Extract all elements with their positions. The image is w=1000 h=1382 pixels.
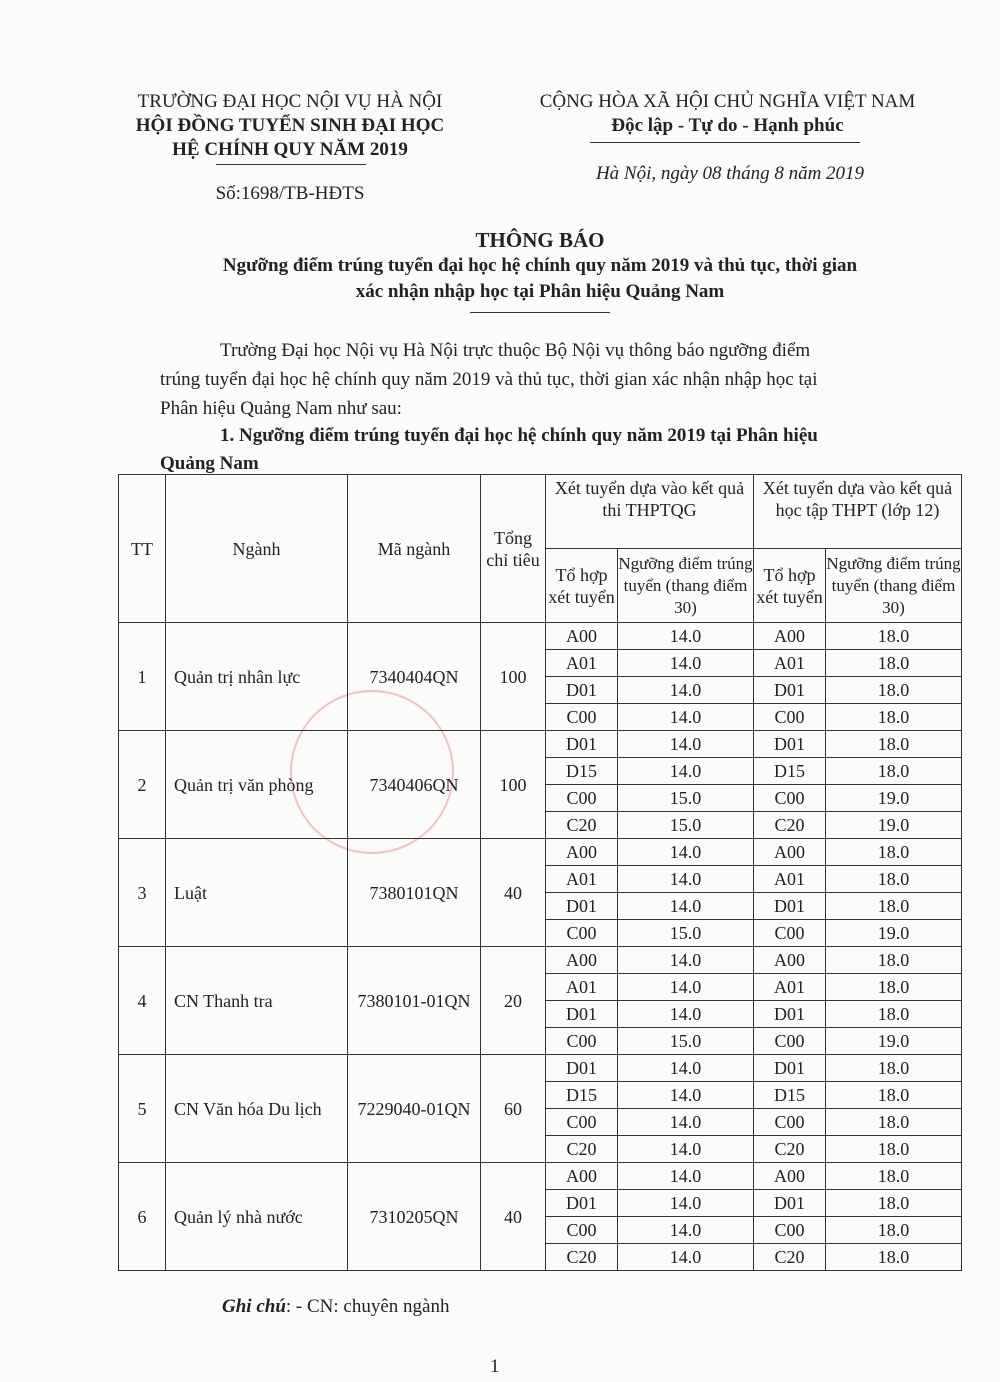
program-year: HỆ CHÍNH QUY NĂM 2019 bbox=[172, 139, 408, 160]
section-1-heading: 1. Ngưỡng điểm trúng tuyển đại học hệ chính quy năm 2019 tại Phân hiệu bbox=[220, 425, 818, 446]
row-ma-nganh: 7340404QN bbox=[348, 623, 481, 731]
nguong-thptqg: 14.0 bbox=[618, 1082, 754, 1109]
header-nguong-2: Ngưỡng điểm trúng tuyển (thang điểm 30) bbox=[826, 549, 962, 623]
nguong-thptqg: 14.0 bbox=[618, 1055, 754, 1082]
nguong-hocba: 18.0 bbox=[826, 677, 962, 704]
nguong-hocba: 18.0 bbox=[826, 1136, 962, 1163]
nguong-hocba: 19.0 bbox=[826, 920, 962, 947]
nguong-hocba: 18.0 bbox=[826, 947, 962, 974]
to-hop-hocba: C00 bbox=[754, 920, 826, 947]
to-hop-thptqg: C00 bbox=[546, 1109, 618, 1136]
to-hop-thptqg: A01 bbox=[546, 866, 618, 893]
to-hop-hocba: D01 bbox=[754, 893, 826, 920]
to-hop-thptqg: D15 bbox=[546, 758, 618, 785]
nguong-thptqg: 14.0 bbox=[618, 704, 754, 731]
nguong-thptqg: 14.0 bbox=[618, 947, 754, 974]
row-ma-nganh: 7229040-01QN bbox=[348, 1055, 481, 1163]
section-1-heading-cont: Quảng Nam bbox=[160, 453, 259, 474]
issue-date: Hà Nội, ngày 08 tháng 8 năm 2019 bbox=[595, 163, 865, 184]
nguong-hocba: 18.0 bbox=[826, 623, 962, 650]
to-hop-hocba: D15 bbox=[754, 758, 826, 785]
nguong-hocba: 18.0 bbox=[826, 1244, 962, 1271]
row-nganh: CN Thanh tra bbox=[166, 947, 348, 1055]
header-ma-nganh: Mã ngành bbox=[348, 475, 481, 623]
nguong-hocba: 18.0 bbox=[826, 650, 962, 677]
table-row bbox=[119, 1163, 962, 1190]
nguong-hocba: 18.0 bbox=[826, 731, 962, 758]
to-hop-hocba: C00 bbox=[754, 1109, 826, 1136]
table-row bbox=[119, 1055, 962, 1082]
nguong-hocba: 18.0 bbox=[826, 1001, 962, 1028]
nguong-thptqg: 14.0 bbox=[618, 731, 754, 758]
country-name: CỘNG HÒA XÃ HỘI CHỦ NGHĨA VIỆT NAM bbox=[539, 91, 916, 112]
motto: Độc lập - Tự do - Hạnh phúc bbox=[611, 115, 844, 136]
to-hop-hocba: C20 bbox=[754, 1136, 826, 1163]
row-nganh: CN Văn hóa Du lịch bbox=[166, 1055, 348, 1163]
page-title: THÔNG BÁO bbox=[475, 228, 605, 252]
nguong-thptqg: 14.0 bbox=[618, 1136, 754, 1163]
to-hop-hocba: C00 bbox=[754, 1217, 826, 1244]
to-hop-thptqg: D01 bbox=[546, 731, 618, 758]
to-hop-thptqg: C00 bbox=[546, 1028, 618, 1055]
row-tt: 5 bbox=[119, 1055, 166, 1163]
header-to-hop-2: Tổ hợp xét tuyển bbox=[754, 549, 826, 623]
to-hop-hocba: D01 bbox=[754, 731, 826, 758]
to-hop-thptqg: D01 bbox=[546, 677, 618, 704]
header-nganh: Ngành bbox=[166, 475, 348, 623]
to-hop-thptqg: C20 bbox=[546, 812, 618, 839]
table-row bbox=[119, 947, 962, 974]
row-nganh: Luật bbox=[166, 839, 348, 947]
score-table bbox=[118, 474, 962, 1271]
to-hop-hocba: C00 bbox=[754, 785, 826, 812]
nguong-thptqg: 14.0 bbox=[618, 839, 754, 866]
to-hop-thptqg: C00 bbox=[546, 1217, 618, 1244]
intro-line-1: Trường Đại học Nội vụ Hà Nội trực thuộc Bộ Nội vụ thông báo ngưỡng điểm bbox=[220, 340, 811, 361]
row-chi-tieu: 60 bbox=[481, 1055, 546, 1163]
document-number: Số:1698/TB-HĐTS bbox=[215, 183, 365, 204]
row-ma-nganh: 7380101-01QN bbox=[348, 947, 481, 1055]
nguong-hocba: 19.0 bbox=[826, 1028, 962, 1055]
to-hop-hocba: A01 bbox=[754, 974, 826, 1001]
header-to-hop-1: Tổ hợp xét tuyển bbox=[546, 549, 618, 623]
to-hop-hocba: D01 bbox=[754, 1055, 826, 1082]
header-group-hocba: Xét tuyển dựa vào kết quả học tập THPT (lớp 12) bbox=[754, 475, 962, 549]
nguong-hocba: 19.0 bbox=[826, 785, 962, 812]
nguong-thptqg: 14.0 bbox=[618, 1190, 754, 1217]
to-hop-thptqg: C00 bbox=[546, 920, 618, 947]
to-hop-hocba: A00 bbox=[754, 1163, 826, 1190]
to-hop-thptqg: D01 bbox=[546, 1055, 618, 1082]
nguong-hocba: 18.0 bbox=[826, 839, 962, 866]
to-hop-thptqg: A01 bbox=[546, 650, 618, 677]
to-hop-hocba: A01 bbox=[754, 650, 826, 677]
note bbox=[222, 1296, 449, 1318]
row-tt: 1 bbox=[119, 623, 166, 731]
nguong-hocba: 18.0 bbox=[826, 893, 962, 920]
nguong-thptqg: 14.0 bbox=[618, 1163, 754, 1190]
nguong-thptqg: 14.0 bbox=[618, 623, 754, 650]
subtitle-line-2: xác nhận nhập học tại Phân hiệu Quảng Nam bbox=[355, 281, 725, 302]
header-left-underline bbox=[216, 164, 366, 165]
note-text: : - CN: chuyên ngành bbox=[285, 1296, 450, 1317]
to-hop-hocba: D01 bbox=[754, 677, 826, 704]
to-hop-thptqg: C00 bbox=[546, 704, 618, 731]
to-hop-thptqg: A00 bbox=[546, 1163, 618, 1190]
nguong-hocba: 18.0 bbox=[826, 704, 962, 731]
nguong-thptqg: 15.0 bbox=[618, 812, 754, 839]
row-tt: 3 bbox=[119, 839, 166, 947]
nguong-hocba: 18.0 bbox=[826, 974, 962, 1001]
page-number: 1 bbox=[490, 1356, 500, 1377]
to-hop-hocba: D01 bbox=[754, 1001, 826, 1028]
table-row bbox=[119, 731, 962, 758]
nguong-thptqg: 14.0 bbox=[618, 1217, 754, 1244]
school-name: TRƯỜNG ĐẠI HỌC NỘI VỤ HÀ NỘI bbox=[137, 91, 443, 112]
nguong-hocba: 18.0 bbox=[826, 1163, 962, 1190]
nguong-thptqg: 14.0 bbox=[618, 1001, 754, 1028]
nguong-thptqg: 14.0 bbox=[618, 650, 754, 677]
to-hop-hocba: A00 bbox=[754, 947, 826, 974]
to-hop-hocba: A00 bbox=[754, 623, 826, 650]
to-hop-thptqg: C20 bbox=[546, 1136, 618, 1163]
header-group-thptqg: Xét tuyển dựa vào kết quả thi THPTQG bbox=[546, 475, 754, 549]
nguong-thptqg: 14.0 bbox=[618, 893, 754, 920]
nguong-thptqg: 14.0 bbox=[618, 974, 754, 1001]
intro-line-2: trúng tuyển đại học hệ chính quy năm 2019 và thủ tục, thời gian xác nhận nhập học tại bbox=[160, 369, 818, 390]
to-hop-thptqg: A00 bbox=[546, 947, 618, 974]
nguong-thptqg: 14.0 bbox=[618, 758, 754, 785]
nguong-thptqg: 14.0 bbox=[618, 1109, 754, 1136]
to-hop-hocba: C20 bbox=[754, 1244, 826, 1271]
intro-line-3: Phân hiệu Quảng Nam như sau: bbox=[160, 398, 402, 419]
row-tt: 6 bbox=[119, 1163, 166, 1271]
nguong-thptqg: 14.0 bbox=[618, 1244, 754, 1271]
nguong-hocba: 18.0 bbox=[826, 1109, 962, 1136]
nguong-hocba: 19.0 bbox=[826, 812, 962, 839]
nguong-hocba: 18.0 bbox=[826, 1055, 962, 1082]
to-hop-hocba: A00 bbox=[754, 839, 826, 866]
nguong-thptqg: 14.0 bbox=[618, 866, 754, 893]
to-hop-thptqg: A01 bbox=[546, 974, 618, 1001]
to-hop-hocba: C00 bbox=[754, 704, 826, 731]
header-tong-chi-tieu: Tổng chỉ tiêu bbox=[481, 475, 546, 623]
header-nguong-1: Ngưỡng điểm trúng tuyển (thang điểm 30) bbox=[618, 549, 754, 623]
nguong-thptqg: 14.0 bbox=[618, 677, 754, 704]
subtitle-line-1: Ngưỡng điểm trúng tuyển đại học hệ chính quy năm 2019 và thủ tục, thời gian bbox=[222, 255, 858, 276]
title-underline bbox=[470, 312, 610, 313]
to-hop-hocba: D15 bbox=[754, 1082, 826, 1109]
nguong-hocba: 18.0 bbox=[826, 866, 962, 893]
to-hop-thptqg: C20 bbox=[546, 1244, 618, 1271]
row-nganh: Quản lý nhà nước bbox=[166, 1163, 348, 1271]
row-ma-nganh: 7310205QN bbox=[348, 1163, 481, 1271]
row-ma-nganh: 7340406QN bbox=[348, 731, 481, 839]
row-chi-tieu: 40 bbox=[481, 1163, 546, 1271]
to-hop-thptqg: D01 bbox=[546, 1190, 618, 1217]
board-name: HỘI ĐỒNG TUYỂN SINH ĐẠI HỌC bbox=[135, 115, 445, 136]
table-row bbox=[119, 839, 962, 866]
row-tt: 4 bbox=[119, 947, 166, 1055]
to-hop-hocba: C00 bbox=[754, 1028, 826, 1055]
header-right-underline bbox=[590, 142, 860, 143]
row-chi-tieu: 100 bbox=[481, 731, 546, 839]
to-hop-hocba: C20 bbox=[754, 812, 826, 839]
row-chi-tieu: 20 bbox=[481, 947, 546, 1055]
to-hop-thptqg: C00 bbox=[546, 785, 618, 812]
nguong-hocba: 18.0 bbox=[826, 758, 962, 785]
to-hop-thptqg: A00 bbox=[546, 623, 618, 650]
to-hop-hocba: A01 bbox=[754, 866, 826, 893]
table-row bbox=[119, 623, 962, 650]
header-tt: TT bbox=[119, 475, 166, 623]
row-tt: 2 bbox=[119, 731, 166, 839]
to-hop-thptqg: A00 bbox=[546, 839, 618, 866]
to-hop-thptqg: D15 bbox=[546, 1082, 618, 1109]
to-hop-hocba: D01 bbox=[754, 1190, 826, 1217]
row-chi-tieu: 40 bbox=[481, 839, 546, 947]
row-nganh: Quản trị nhân lực bbox=[166, 623, 348, 731]
to-hop-thptqg: D01 bbox=[546, 893, 618, 920]
nguong-hocba: 18.0 bbox=[826, 1082, 962, 1109]
row-ma-nganh: 7380101QN bbox=[348, 839, 481, 947]
to-hop-thptqg: D01 bbox=[546, 1001, 618, 1028]
row-nganh: Quản trị văn phòng bbox=[166, 731, 348, 839]
note-label: Ghi chú bbox=[222, 1296, 286, 1317]
row-chi-tieu: 100 bbox=[481, 623, 546, 731]
nguong-thptqg: 15.0 bbox=[618, 920, 754, 947]
nguong-thptqg: 15.0 bbox=[618, 1028, 754, 1055]
nguong-thptqg: 15.0 bbox=[618, 785, 754, 812]
nguong-hocba: 18.0 bbox=[826, 1217, 962, 1244]
nguong-hocba: 18.0 bbox=[826, 1190, 962, 1217]
